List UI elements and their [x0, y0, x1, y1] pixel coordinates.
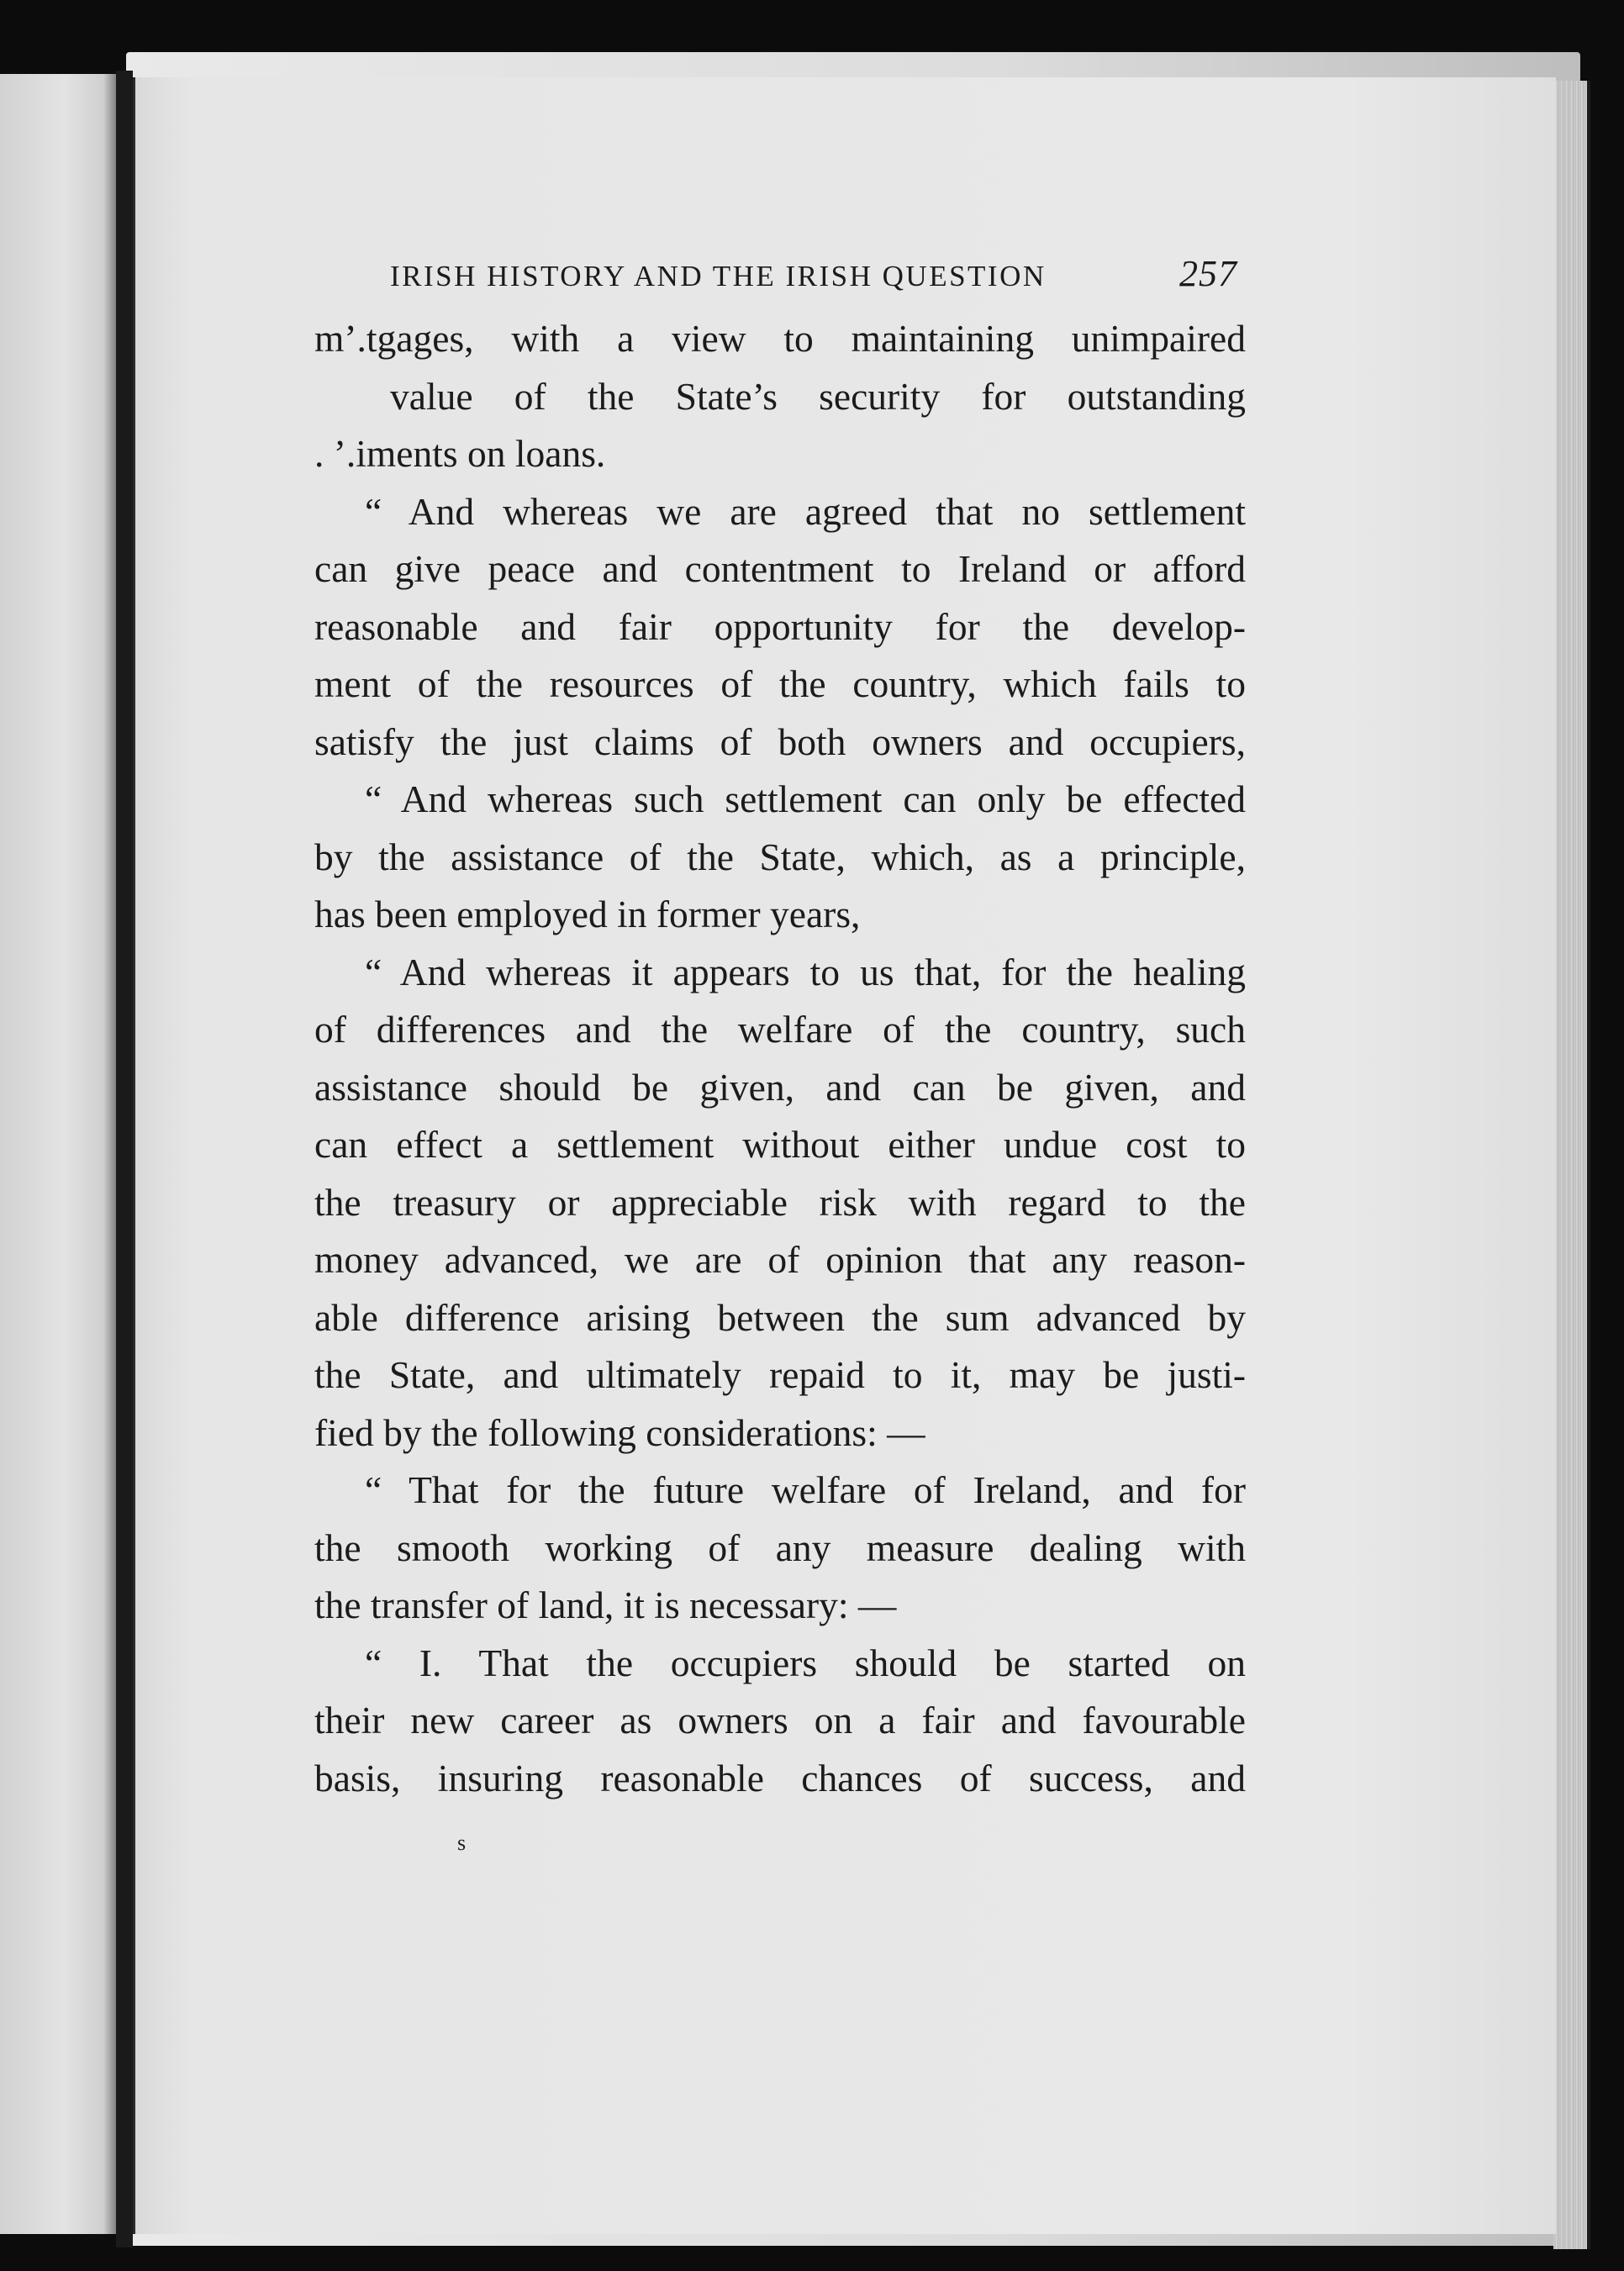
body-text: [314, 310, 1246, 1807]
text-line: “ I. That the occupiers should be started on: [365, 1641, 1246, 1684]
text-line: satisfy the just claims of both owners and occupiers,: [314, 719, 1246, 763]
text-line: ment of the resources of the country, which fails to: [314, 662, 1246, 705]
text-line: reasonable and fair opportunity for the develop-: [314, 604, 1246, 648]
signature-mark: s: [457, 1831, 467, 1855]
text-line: the treasury or appreciable risk with regard to the: [314, 1180, 1246, 1224]
text-line: fied by the following considerations: —: [314, 1410, 925, 1454]
text-line: “ That for the future welfare of Ireland, and for: [365, 1468, 1246, 1511]
running-head-title: IRISH HISTORY AND THE IRISH QUESTION: [390, 260, 1047, 292]
text-line: . ʼ.iments on loans.: [314, 432, 606, 475]
running-head: [390, 252, 1237, 295]
page-text-block: [314, 252, 1246, 1856]
text-line: the transfer of land, it is necessary: —: [314, 1583, 897, 1626]
text-line: money advanced, we are of opinion that any reason-: [314, 1238, 1246, 1281]
text-line: “ And whereas we are agreed that no settlement: [365, 489, 1246, 533]
text-line: value of the State’s security for outstanding: [390, 374, 1246, 418]
text-line: of differences and the welfare of the country, such: [314, 1008, 1246, 1051]
page-fore-edge: [1553, 81, 1590, 2249]
text-line: mʼ.tgages, with a view to maintaining unimpaired: [314, 317, 1246, 360]
text-line: the State, and ultimately repaid to it, may be justi-: [314, 1353, 1246, 1396]
text-line: assistance should be given, and can be given, and: [314, 1065, 1246, 1109]
text-line: can effect a settlement without either undue cost to: [314, 1123, 1246, 1166]
text-line: able difference arising between the sum advanced by: [314, 1295, 1246, 1339]
text-line: the smooth working of any measure dealing with: [314, 1525, 1246, 1569]
text-line: their new career as owners on a fair and favourable: [314, 1699, 1246, 1741]
page-number: 257: [1179, 253, 1237, 294]
left-page-edge: [0, 74, 118, 2234]
text-line: basis, insuring reasonable chances of success, and: [314, 1756, 1246, 1799]
text-line: can give peace and contentment to Ireland or afford: [314, 547, 1246, 590]
text-line: has been employed in former years,: [314, 893, 861, 935]
text-line: “ And whereas it appears to us that, for the healing: [365, 950, 1246, 993]
text-line: “ And whereas such settlement can only be effected: [365, 777, 1246, 820]
text-line: by the assistance of the State, which, as a principle,: [314, 835, 1246, 878]
book-gutter: [116, 71, 133, 2247]
